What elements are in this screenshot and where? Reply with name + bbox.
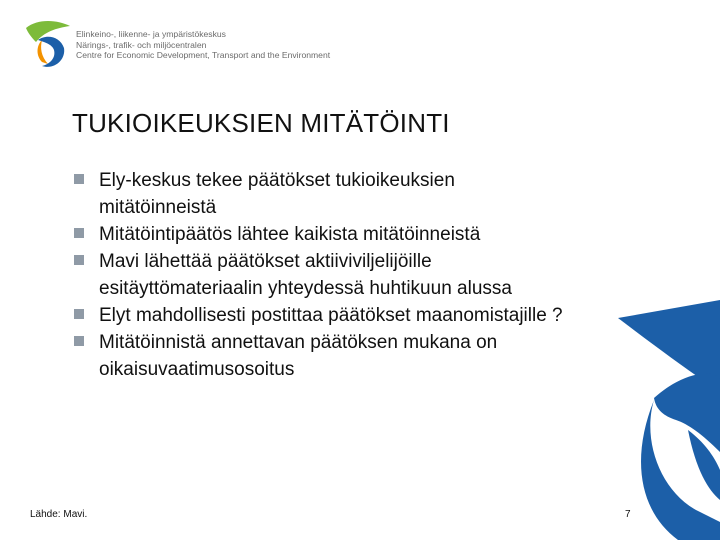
bullet-text: Mitätöinnistä annettavan päätöksen mukana on oikaisuvaatimusosoitus bbox=[99, 332, 498, 380]
bullet-text: Mavi lähettää päätökset aktiiviviljelijöille esitäyttömateriaalin yhteydessä huhtikuun alussa bbox=[99, 251, 512, 299]
bullet-text: Mitätöintipäätös lähtee kaikista mitätöinneistä bbox=[99, 224, 481, 245]
organization-name-sv: Närings-, trafik- och miljöcentralen bbox=[76, 39, 207, 50]
bullet-text: Ely-keskus tekee päätökset tukioikeuksien mitätöinneistä bbox=[99, 170, 455, 218]
organization-name-fi: Elinkeino-, liikenne- ja ympäristökeskus bbox=[76, 29, 226, 39]
footer-source: Lähde: Mavi. bbox=[30, 509, 88, 520]
bullet-text: Elyt mahdollisesti postittaa päätökset maanomistajille ? bbox=[99, 305, 563, 326]
organization-name-en: Centre for Economic Development, Transport and the Environment bbox=[76, 50, 331, 60]
page-number: 7 bbox=[625, 509, 631, 520]
slide-title: TUKIOIKEUKSIEN MITÄTÖINTI bbox=[72, 108, 450, 138]
